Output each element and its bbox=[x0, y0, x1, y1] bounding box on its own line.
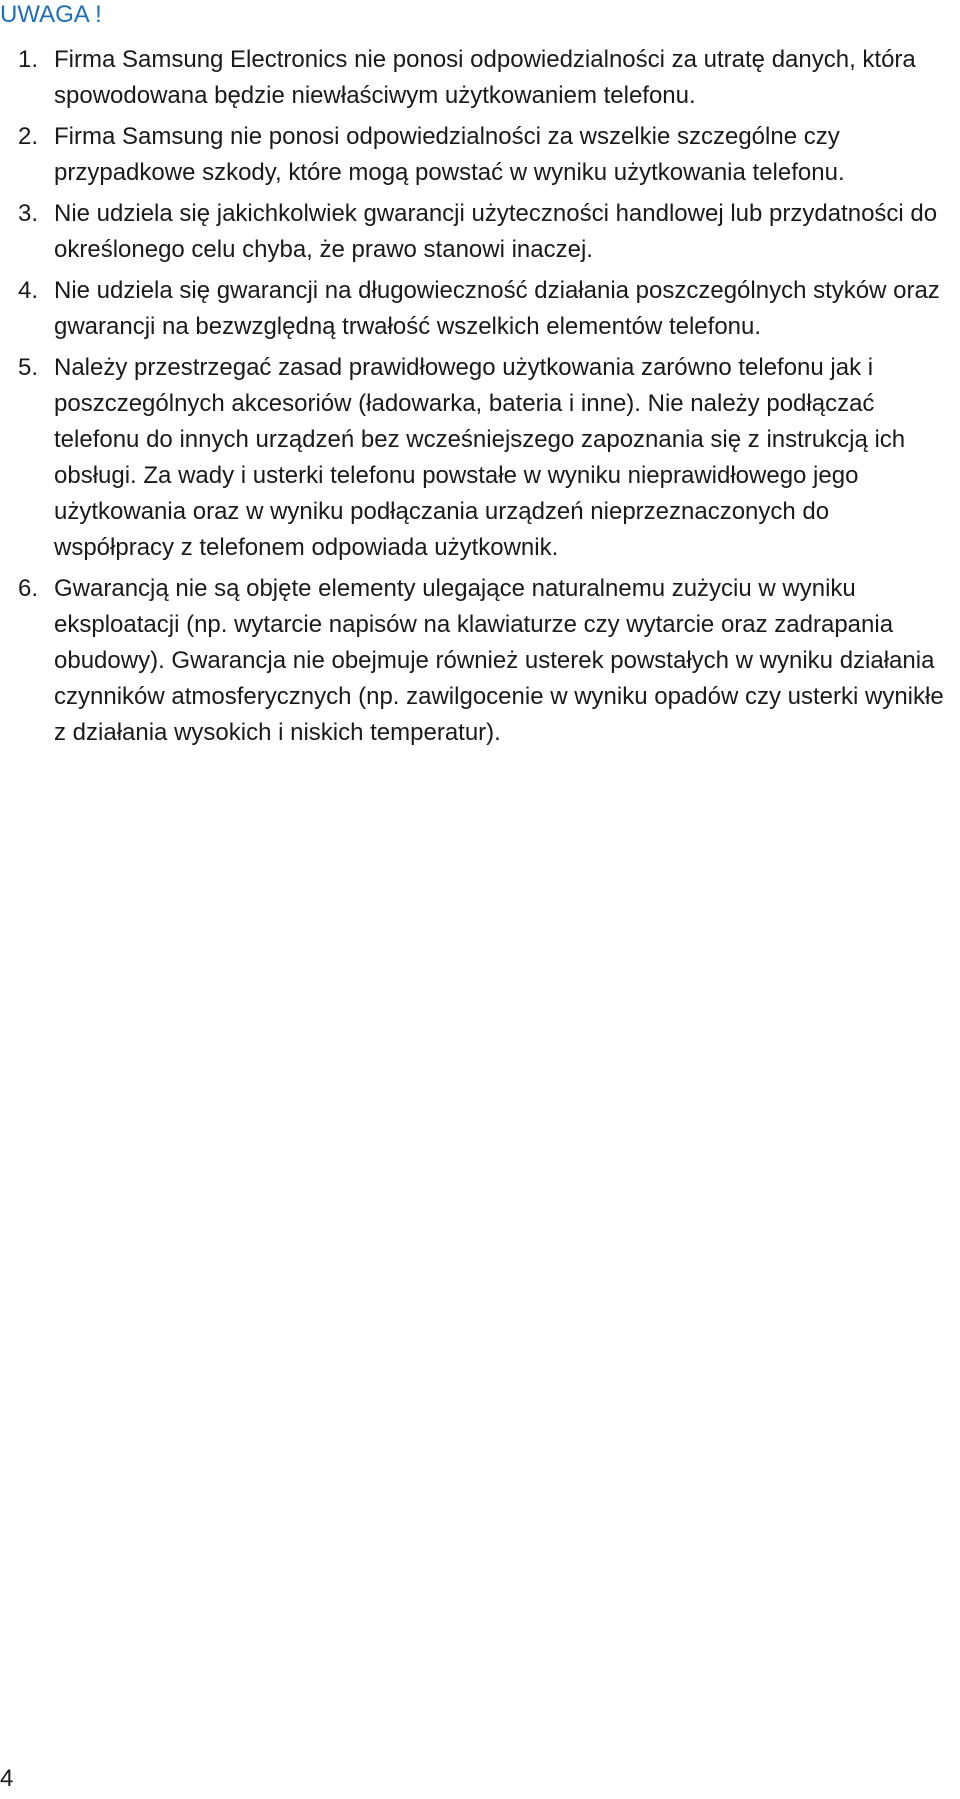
notice-item bbox=[0, 273, 952, 345]
notice-item bbox=[0, 119, 952, 191]
notice-list bbox=[0, 42, 952, 756]
notice-text: Firma Samsung Electronics nie ponosi odpowiedzialności za utratę danych, która spowodowana będzie niewłaściwym użytkowaniem telefonu. bbox=[54, 46, 916, 109]
notice-number: 1. bbox=[18, 46, 39, 73]
notice-text: Firma Samsung nie ponosi odpowiedzialności za wszelkie szczególne czy przypadkowe szkody, które mogą powstać w wyniku użytkowania telefonu. bbox=[54, 123, 845, 186]
notice-number: 6. bbox=[18, 575, 39, 602]
notice-item bbox=[0, 350, 952, 566]
notice-number: 5. bbox=[18, 354, 39, 381]
notice-item bbox=[0, 571, 952, 751]
notice-number: 4. bbox=[18, 277, 39, 304]
notice-text: Nie udziela się gwarancji na długowieczność działania poszczególnych styków oraz gwarancji na bezwzględną trwałość wszelkich elementów telefonu. bbox=[54, 277, 940, 340]
notice-text: Gwarancją nie są objęte elementy ulegające naturalnemu zużyciu w wyniku eksploatacji (np. wytarcie napisów na klawiaturze czy wytarcie oraz zadrapania obudowy). Gwarancja nie obejmuje również usterek powstałych w wyniku działania czynników atmosferycznych (np. zawilgocenie w wyniku opadów czy usterki wynikłe z działania wysokich i niskich temperatur). bbox=[54, 575, 944, 746]
notice-text: Nie udziela się jakichkolwiek gwarancji użyteczności handlowej lub przydatności do określonego celu chyba, że prawo stanowi inaczej. bbox=[54, 200, 938, 263]
notice-number: 2. bbox=[18, 123, 39, 150]
notice-text: Należy przestrzegać zasad prawidłowego użytkowania zarówno telefonu jak i poszczególnych akcesoriów (ładowarka, bateria i inne). Nie należy podłączać telefonu do innych urządzeń bez wcześniejszego zapoznania się z instrukcją ich obsługi. Za wady i usterki telefonu powstałe w wyniku nieprawidłowego jego użytkowania oraz w wyniku podłączania urządzeń nieprzeznaczonych do współpracy z telefonem odpowiada użytkownik. bbox=[54, 354, 906, 561]
page-title: UWAGA ! bbox=[0, 1, 102, 28]
notice-item bbox=[0, 42, 952, 114]
notice-number: 3. bbox=[18, 200, 39, 227]
page-number: 4 bbox=[0, 1765, 14, 1792]
notice-item bbox=[0, 196, 952, 268]
